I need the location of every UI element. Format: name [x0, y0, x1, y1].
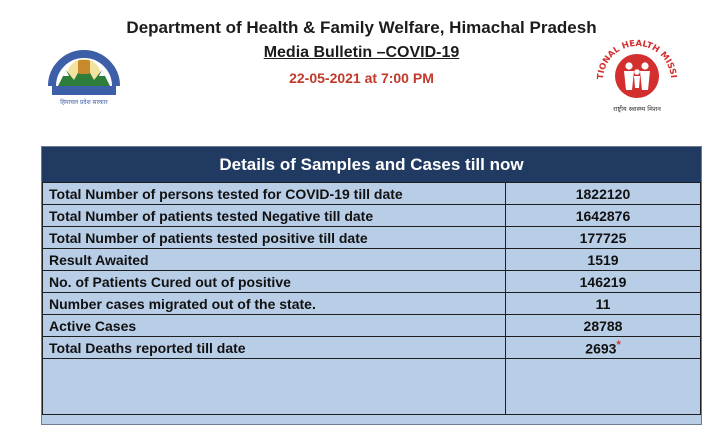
table-row [43, 205, 701, 227]
right-logo-caption: राष्ट्रीय स्वास्थ्य मिशन [613, 105, 661, 113]
row-value: 177725 [506, 227, 701, 249]
row-label: Total Number of persons tested for COVID-19 till date [43, 183, 506, 205]
row-label: Total Number of patients tested positive till date [43, 227, 506, 249]
row-label: Active Cases [43, 315, 506, 337]
table-row [43, 249, 701, 271]
empty-cell [506, 359, 701, 415]
row-value: 1519 [506, 249, 701, 271]
footnote-marker: * [616, 338, 621, 351]
row-label: Result Awaited [43, 249, 506, 271]
row-label: Total Number of patients tested Negative till date [43, 205, 506, 227]
row-value: 1822120 [506, 183, 701, 205]
table-row [43, 271, 701, 293]
row-label: Number cases migrated out of the state. [43, 293, 506, 315]
empty-cell [43, 359, 506, 415]
right-logo-text: TIONAL HEALTH MISSI [595, 38, 678, 80]
left-logo-caption: हिमाचल प्रदेश सरकार [60, 99, 108, 106]
row-value: 146219 [506, 271, 701, 293]
panel-heading: Details of Samples and Cases till now [42, 147, 701, 182]
table-row [43, 227, 701, 249]
row-value-cell [506, 337, 701, 359]
bulletin-subtitle: Media Bulletin –COVID-19 [263, 44, 460, 61]
table-row [43, 315, 701, 337]
table-row [43, 183, 701, 205]
samples-cases-panel [41, 146, 702, 425]
row-label: No. of Patients Cured out of positive [43, 271, 506, 293]
row-value: 28788 [506, 315, 701, 337]
table-row [43, 293, 701, 315]
row-label: Total Deaths reported till date [43, 337, 506, 359]
bulletin-datetime: 22-05-2021 at 7:00 PM [289, 70, 434, 86]
bulletin-header [0, 0, 723, 140]
table-filler-row [43, 359, 701, 415]
row-value: 11 [506, 293, 701, 315]
row-value: 2693 [585, 340, 617, 357]
row-value: 1642876 [506, 205, 701, 227]
page-title: Department of Health & Family Welfare, Himachal Pradesh [126, 18, 597, 37]
table-row [43, 337, 701, 359]
stats-table [42, 182, 701, 415]
national-health-mission-logo-icon [591, 30, 683, 122]
